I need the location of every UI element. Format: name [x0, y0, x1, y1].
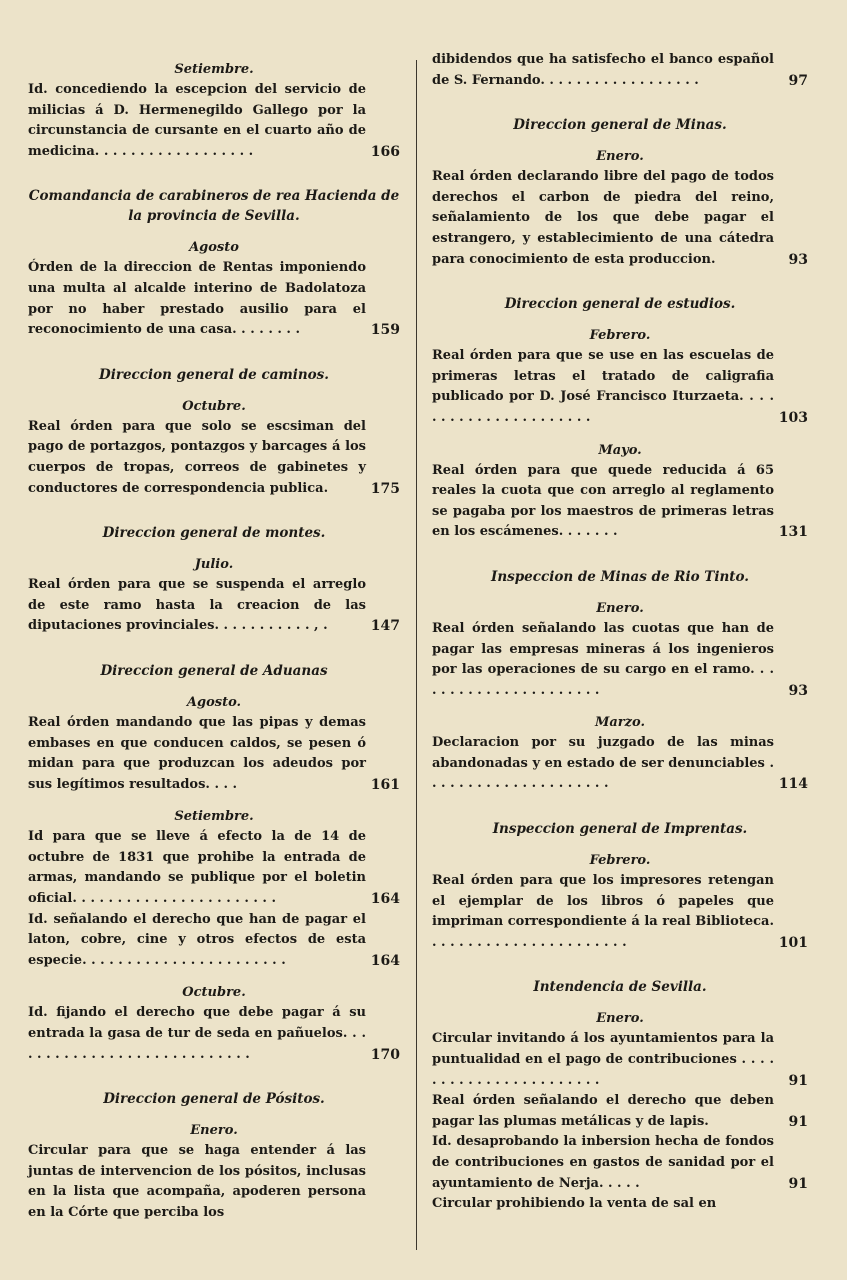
entry-text: Real órden declarando libre del pago de todos derechos el carbon de piedra del reino, señalamiento de los que debe pagar el estrangero, y establecimiento de una cátedra para conocimiento de esta produccion. [432, 169, 774, 267]
entry-text: Real órden para que solo se escsiman del pago de portazgos, pontazgos y barcages á los cuerpos de tropas, correos de gabinetes y conductores de correspondencia publica. [28, 418, 366, 496]
month-heading: Marzo. [594, 715, 645, 731]
column-divider [416, 60, 417, 1250]
index-entry [28, 1141, 400, 1223]
index-entry [28, 258, 400, 340]
index-entry [432, 1091, 808, 1132]
month-heading: Enero. [596, 600, 644, 616]
entry-text: Real órden para que se suspenda el arreglo de este ramo hasta la creacion de las diputaciones provinciales. . . . . . . . . . . , . [28, 577, 366, 634]
entry-text: Circular para que se haga entender á las juntas de intervencion de los pósitos, inclusas en la lista que acompaña, apoderen persona en la Córte que perciba los [28, 1143, 366, 1220]
page-number: 164 [370, 891, 400, 908]
page-number: 91 [788, 1072, 808, 1089]
index-entry [28, 575, 400, 637]
index-entry [432, 871, 808, 953]
page-number: 131 [778, 524, 808, 541]
section-heading: Direccion general de caminos. [99, 366, 329, 383]
month-heading: Setiembre. [174, 62, 254, 77]
page-number: 103 [778, 409, 808, 426]
index-entry [432, 461, 808, 543]
page-number: 166 [370, 143, 400, 160]
entry-text: Real órden para que se use en las escuelas de primeras letras el tratado de caligrafia publicado por D. José Francisco Iturzaeta. . . . . . . . . . . . . . . . . . . . . . [432, 348, 774, 425]
entry-text: Real órden señalando el derecho que deben pagar las plumas metálicas y de lapis. [432, 1093, 774, 1129]
index-entry [432, 346, 808, 428]
section-heading: Direccion general de Minas. [513, 117, 727, 134]
page-number: 164 [370, 952, 400, 969]
page-number: 147 [370, 618, 400, 635]
section-heading: Comandancia de carabineros de rea Hacienda de la provincia de Sevilla. [28, 188, 400, 225]
section-heading: Inspeccion de Minas de Rio Tinto. [491, 568, 749, 585]
entry-text: Id. concediendo la escepcion del servicio de milicias á D. Hermenegildo Gallego por la circunstancia de cursante en el cuarto año de medicina. . . . . . . . . . . . . . . . . . [28, 82, 366, 159]
entry-text: Circular invitando á los ayuntamientos para la puntualidad en el pago de contribuciones . . . . . . . . . . . . . . . . . . . . . . . [432, 1031, 774, 1088]
index-entry [28, 417, 400, 499]
section-heading: Direccion general de estudios. [504, 296, 736, 313]
section-heading: Intendencia de Sevilla. [533, 979, 707, 996]
entry-text: Circular prohibiendo la venta de sal en [432, 1196, 717, 1212]
page-number: 101 [778, 934, 808, 951]
left-column [28, 48, 400, 1224]
entry-text: dibidendos que ha satisfecho el banco español de S. Fernando. . . . . . . . . . . . . . . . . . [432, 52, 774, 88]
entry-text: Id. desaprobando la inbersion hecha de fondos de contribuciones en gastos de sanidad por el ayuntamiento de Nerja. . . . . [432, 1134, 774, 1191]
month-heading: Octubre. [182, 398, 246, 414]
page-number: 93 [788, 682, 808, 699]
index-entry [432, 1194, 808, 1215]
month-heading: Agosto [189, 240, 239, 256]
index-entry [28, 910, 400, 972]
section-heading: Direccion general de Aduanas [100, 662, 328, 679]
month-heading: Enero. [190, 1123, 238, 1139]
page-number: 97 [788, 72, 808, 89]
entry-text: Real órden para que los impresores retengan el ejemplar de los libros ó papeles que impriman correspondiente á la real Biblioteca. . . . . . . . . . . . . . . . . . . . . . . [432, 873, 774, 950]
entry-text: Declaracion por su juzgado de las minas abandonadas y en estado de ser denunciables . . . . . . . . . . . . . . . . . . . . . [432, 735, 774, 792]
index-entry [28, 827, 400, 909]
entry-text: Real órden para que quede reducida á 65 reales la cuota que con arreglo al reglamento se pagaba por los maestros de primeras letras en los escámenes. . . . . . . [432, 462, 774, 540]
month-heading: Enero. [596, 149, 644, 165]
page-number: 91 [788, 1175, 808, 1192]
entry-text: Id. fijando el derecho que debe pagar á su entrada la gasa de tur de seda en pañuelos. . . . . . . . . . . . . . . . . . . . . . . . . . . . [28, 1005, 366, 1062]
section-heading: Inspeccion general de Imprentas. [492, 821, 748, 838]
month-heading: Setiembre. [174, 809, 254, 825]
index-entry [432, 1029, 808, 1091]
page-number: 93 [788, 251, 808, 268]
page-number: 159 [370, 322, 400, 339]
right-column [432, 50, 808, 1215]
index-entry [432, 50, 808, 91]
index-entry [28, 713, 400, 795]
entry-text: Real órden mandando que las pipas y demas embases en que conducen caldos, se pesen ó midan para que produzcan los adeudos por sus legítimos resultados. . . . [28, 714, 366, 792]
index-entry [432, 733, 808, 795]
month-heading: Febrero. [589, 853, 651, 869]
index-entry [28, 80, 400, 162]
entry-text: Id. señalando el derecho que han de pagar el laton, cobre, cine y otros efectos de esta especie. . . . . . . . . . . . . . . . . . . . . . . [28, 911, 366, 968]
month-heading: Octubre. [182, 985, 246, 1001]
entry-text: Real órden señalando las cuotas que han de pagar las empresas mineras á los ingenieros por las operaciones de su cargo en el ramo. . . . . . . . . . . . . . . . . . . . . . [432, 620, 774, 698]
index-entry [432, 167, 808, 270]
month-heading: Agosto. [186, 694, 242, 710]
section-heading: Direccion general de Pósitos. [103, 1091, 325, 1108]
entry-text: Id para que se lleve á efecto la de 14 de octubre de 1831 que prohibe la entrada de armas, mandando se publique por el boletin oficial. . . . . . . . . . . . . . . . . . . . . . . [28, 829, 366, 907]
month-heading: Enero. [596, 1011, 644, 1027]
entry-text: Órden de la direccion de Rentas imponiendo una multa al alcalde interino de Badolatoza por no haber prestado ausilio para el reconocimiento de una casa. . . . . . . . [28, 260, 366, 338]
index-entry [432, 619, 808, 701]
page-number: 114 [778, 776, 808, 793]
page-number: 161 [370, 776, 400, 793]
month-heading: Febrero. [589, 328, 651, 344]
page-number: 175 [370, 480, 400, 497]
page-number: 170 [370, 1046, 400, 1063]
index-entry [432, 1132, 808, 1194]
month-heading: Julio. [194, 557, 234, 573]
section-heading: Direccion general de montes. [102, 525, 326, 542]
month-heading: Mayo. [598, 442, 642, 458]
index-entry [28, 1003, 400, 1065]
page-number: 91 [788, 1113, 808, 1130]
